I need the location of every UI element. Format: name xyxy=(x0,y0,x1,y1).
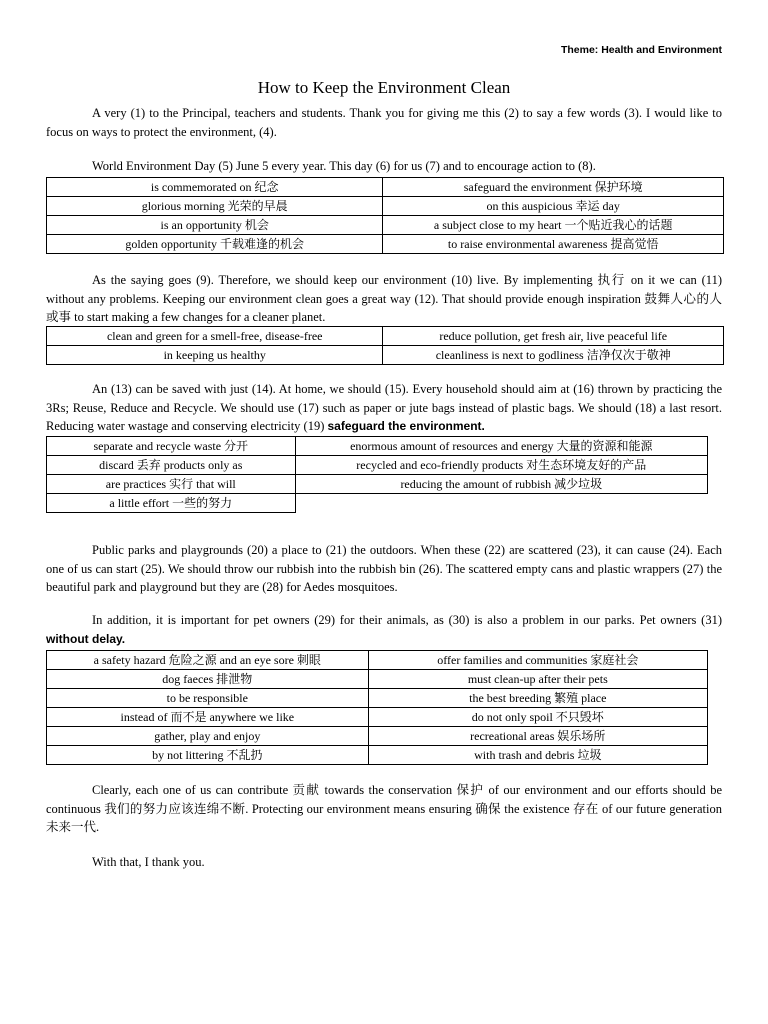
vocab-cell: cleanliness is next to godliness 洁净仅次于敬神 xyxy=(383,346,724,365)
vocab-row xyxy=(47,197,724,216)
paragraph-environment-day: World Environment Day (5) June 5 every year. This day (6) for us (7) and to encourage action to (8). xyxy=(92,159,596,173)
vocab-cell: by not littering 不乱扔 xyxy=(47,746,369,765)
vocab-row xyxy=(47,670,708,689)
paragraph-closing: With that, I thank you. xyxy=(92,855,205,869)
vocab-cell: reducing the amount of rubbish 减少垃圾 xyxy=(295,475,707,494)
page-title: How to Keep the Environment Clean xyxy=(257,78,511,97)
paragraph-energy-bold: safeguard the environment. xyxy=(327,419,485,433)
vocab-cell: separate and recycle waste 分开 xyxy=(47,437,296,456)
paragraph-pets-text: In addition, it is important for pet owners (29) for their animals, as (30) is also a problem in our parks. Pet owners (31) xyxy=(92,613,722,627)
vocab-cell: instead of 而不是 anywhere we like xyxy=(47,708,369,727)
vocab-cell: recycled and eco-friendly products 对生态环境友好的产品 xyxy=(295,456,707,475)
vocab-cell: a little effort 一些的努力 xyxy=(47,494,296,513)
vocab-cell: must clean-up after their pets xyxy=(368,670,707,689)
paragraph-intro: A very (1) to the Principal, teachers and students. Thank you for giving me this (2) to say a few words (3). I would like to focus on ways to protect the environment, (4). xyxy=(46,106,722,139)
vocab-cell: safeguard the environment 保护环境 xyxy=(383,178,724,197)
vocab-row xyxy=(47,178,724,197)
vocab-row xyxy=(47,235,724,254)
vocab-row xyxy=(47,475,708,494)
vocab-cell: dog faeces 排泄物 xyxy=(47,670,369,689)
vocab-row xyxy=(47,456,708,475)
vocab-cell: golden opportunity 千载难逢的机会 xyxy=(47,235,383,254)
vocab-row xyxy=(47,437,708,456)
vocab-table-4 xyxy=(46,650,708,765)
vocab-cell: offer families and communities 家庭社会 xyxy=(368,651,707,670)
vocab-row xyxy=(47,651,708,670)
vocab-table-2 xyxy=(46,326,724,365)
vocab-row xyxy=(47,708,708,727)
paragraph-pets xyxy=(46,611,722,648)
vocab-table-3 xyxy=(46,436,708,513)
paragraph-pets-bold: without delay. xyxy=(46,631,126,646)
vocab-cell: gather, play and enjoy xyxy=(47,727,369,746)
vocab-cell: is an opportunity 机会 xyxy=(47,216,383,235)
vocab-cell xyxy=(295,494,707,513)
vocab-cell: do not only spoil 不只毁坏 xyxy=(368,708,707,727)
paragraph-parks: Public parks and playgrounds (20) a place to (21) the outdoors. When these (22) are scattered (23), it can cause (24). Each one of us can start (25). We should throw our rubbish into the rubbish bin (26). The scattered empty cans and plastic wrappers (27) the beautiful park and playground but they are (28) for Aedes mosquitoes. xyxy=(46,543,722,594)
vocab-cell: a safety hazard 危险之源 and an eye sore 刺眼 xyxy=(47,651,369,670)
vocab-row xyxy=(47,727,708,746)
vocab-table-1 xyxy=(46,177,724,254)
vocab-cell: to be responsible xyxy=(47,689,369,708)
vocab-row xyxy=(47,746,708,765)
vocab-cell: reduce pollution, get fresh air, live peaceful life xyxy=(383,327,724,346)
vocab-cell: discard 丢弃 products only as xyxy=(47,456,296,475)
vocab-cell: a subject close to my heart 一个贴近我心的话题 xyxy=(383,216,724,235)
vocab-cell: glorious morning 光荣的早晨 xyxy=(47,197,383,216)
vocab-cell: is commemorated on 纪念 xyxy=(47,178,383,197)
vocab-cell: enormous amount of resources and energy 大量的资源和能源 xyxy=(295,437,707,456)
vocab-cell: on this auspicious 幸运 day xyxy=(383,197,724,216)
paragraph-conclusion: Clearly, each one of us can contribute 贡献 towards the conservation 保护 of our environment and our efforts should be continuous 我们的努力应该连绵不断. Protecting our environment means ensuring 确保 the existence 存在 of our future generation 未来一代. xyxy=(46,783,722,834)
vocab-row xyxy=(47,346,724,365)
vocab-row xyxy=(47,327,724,346)
vocab-cell: the best breeding 繁殖 place xyxy=(368,689,707,708)
paragraph-energy-text: An (13) can be saved with just (14). At home, we should (15). Every household should aim at (16) thrown by practicing the 3Rs; Reuse, Reduce and Recycle. We should use (17) such as paper or jute bags instead of plastic bags. We should (18) a last resort. Reducing water wastage and conserving electricity (19) xyxy=(46,382,722,433)
vocab-row xyxy=(47,494,708,513)
vocab-cell: in keeping us healthy xyxy=(47,346,383,365)
theme-header: Theme: Health and Environment xyxy=(560,44,722,56)
vocab-cell: recreational areas 娱乐场所 xyxy=(368,727,707,746)
vocab-cell: with trash and debris 垃圾 xyxy=(368,746,707,765)
vocab-cell: clean and green for a smell-free, disease-free xyxy=(47,327,383,346)
vocab-row xyxy=(47,216,724,235)
vocab-cell: are practices 实行 that will xyxy=(47,475,296,494)
paragraph-saying: As the saying goes (9). Therefore, we should keep our environment (10) live. By implementing 执行 on it we can (11) without any problems. Keeping our environment clean goes a great way (12). That should provide enough inspiration 鼓舞人心的人或事 to start making a few changes for a cleaner planet. xyxy=(46,273,722,324)
vocab-cell: to raise environmental awareness 提高觉悟 xyxy=(383,235,724,254)
paragraph-energy xyxy=(46,380,722,436)
vocab-row xyxy=(47,689,708,708)
